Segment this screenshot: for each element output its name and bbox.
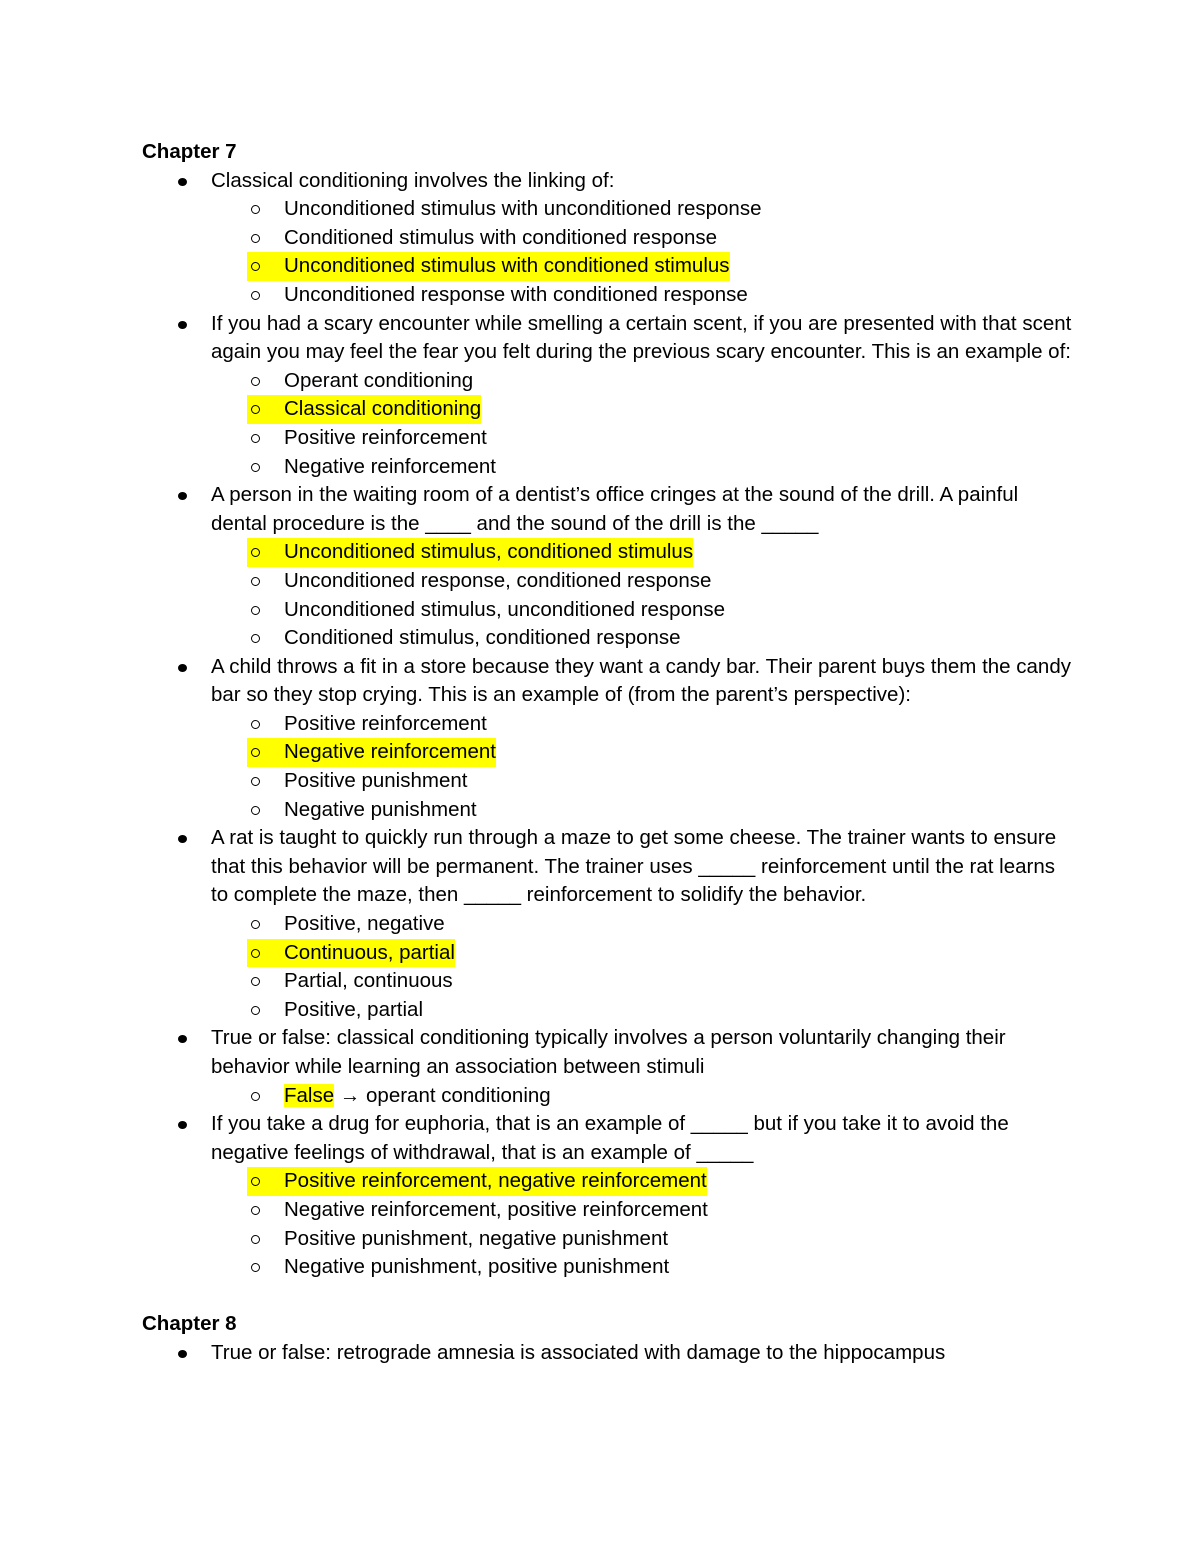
answer-options [211,195,1072,309]
answer-option [142,996,1072,1025]
answer-option [142,367,1072,396]
answer-option [142,767,1072,796]
option-text: Unconditioned stimulus, unconditioned response [284,597,726,621]
answer-option-correct [142,738,1072,767]
bullet-circle-icon [251,434,260,443]
option-text: Positive punishment, negative punishment [284,1226,669,1250]
option-text: Unconditioned stimulus with unconditioned response [284,197,762,221]
answer-options [211,538,1072,652]
chapter-title: Chapter 7 [142,140,237,163]
bullet-circle-icon [251,377,260,386]
option-text: Unconditioned stimulus with conditioned stimulus [284,254,730,278]
answer-option [142,281,1072,310]
bullet-circle-icon [251,234,260,243]
answer-option [142,195,1072,224]
answer-option [142,710,1072,739]
bullet-circle-icon [251,1092,260,1101]
question-text: Classical conditioning involves the linking of: [211,168,615,192]
option-text: Continuous, partial [284,940,455,964]
bullet-circle-icon [251,777,260,786]
option-text: Conditioned stimulus, conditioned response [284,626,681,650]
bullet-circle-icon [251,806,260,815]
option-text: Unconditioned response, conditioned response [284,568,712,592]
option-text: Negative punishment, positive punishment [284,1255,670,1279]
question-item [142,481,1072,653]
bullet-disc-icon [178,835,187,843]
answer-option [142,424,1072,453]
option-text: Negative reinforcement [284,454,496,478]
answer-option-correct [142,1082,1072,1111]
answer-option [142,967,1072,996]
option-text: False [284,1083,335,1107]
option-text: Positive reinforcement [284,425,487,449]
chapter-title: Chapter 8 [142,1312,237,1336]
bullet-disc-icon [178,664,187,672]
bullet-disc-icon [178,1035,187,1043]
option-note: → operant conditioning [334,1083,551,1107]
answer-option [142,1253,1072,1282]
option-text: Positive, partial [284,997,424,1021]
option-text: Operant conditioning [284,368,474,392]
question-text: If you had a scary encounter while smelling a certain scent, if you are presented with that scent again you may feel the fear you felt during the previous scary encounter. This is an example of: [211,311,1072,364]
bullet-circle-icon [251,291,260,300]
answer-option [142,596,1072,625]
answer-option-correct [142,1167,1072,1196]
bullet-circle-icon [251,463,260,472]
answer-option-correct [142,252,1072,281]
document-content [142,138,1072,1368]
question-text: True or false: classical conditioning typically involves a person voluntarily changing their behavior while learning an association between stimuli [211,1026,1006,1078]
answer-options [211,367,1072,481]
bullet-circle-icon [251,1235,260,1244]
bullet-disc-icon [178,492,187,500]
answer-option [142,796,1072,825]
bullet-circle-icon [251,720,260,729]
answer-option [142,624,1072,653]
question-item [142,167,1072,310]
option-text: Partial, continuous [284,969,453,993]
bullet-disc-icon [178,1350,187,1358]
question-list [142,167,1072,1282]
answer-options [211,1082,1072,1111]
question-item [142,1339,1072,1368]
question-item [142,1024,1072,1110]
question-text: A rat is taught to quickly run through a maze to get some cheese. The trainer wants to ensure that this behavior will be permanent. The trainer uses _____ reinforcement until the rat learns to complete the maze, then _____ reinforcement to solidify the behavior. [211,826,1057,907]
bullet-circle-icon [251,205,260,214]
question-text: If you take a drug for euphoria, that is an example of _____ but if you take it to avoid the negative feelings of withdrawal, that is an example of _____ [211,1112,1009,1164]
answer-option-correct [142,939,1072,968]
bullet-disc-icon [178,1121,187,1129]
bullet-circle-icon [251,949,260,958]
question-text: A child throws a fit in a store because they want a candy bar. Their parent buys them the candy bar so they stop crying. This is an example of (from the parent’s perspective): [211,654,1071,707]
question-item [142,824,1072,1024]
question-item [142,653,1072,825]
answer-option [142,453,1072,482]
chapter-spacer [142,1282,1072,1311]
bullet-circle-icon [251,977,260,986]
answer-option [142,1196,1072,1225]
answer-option-correct [142,395,1072,424]
option-text: Positive punishment [284,769,468,793]
option-text: Negative punishment [284,797,477,821]
answer-option [142,567,1072,596]
answer-option [142,910,1072,939]
question-item [142,1110,1072,1282]
bullet-circle-icon [251,1263,260,1272]
question-item [142,310,1072,482]
question-text: True or false: retrograde amnesia is associated with damage to the hippocampus [211,1340,946,1364]
answer-options [211,1167,1072,1281]
bullet-disc-icon [178,178,187,186]
bullet-disc-icon [178,321,187,329]
bullet-circle-icon [251,577,260,586]
question-list [142,1339,1072,1368]
question-text: A person in the waiting room of a dentist’s office cringes at the sound of the drill. A painful dental procedure is the ____ and the sound of the drill is the _____ [211,483,1019,535]
bullet-circle-icon [251,920,260,929]
option-text: Unconditioned response with conditioned response [284,282,748,306]
option-text: Classical conditioning [284,397,482,421]
answer-option-correct [142,538,1072,567]
answer-option [142,1225,1072,1254]
bullet-circle-icon [251,606,260,615]
bullet-circle-icon [251,1006,260,1015]
option-text: Conditioned stimulus with conditioned response [284,225,718,249]
answer-option [142,224,1072,253]
bullet-circle-icon [251,1206,260,1215]
option-text: Positive reinforcement, negative reinforcement [284,1169,707,1193]
answer-options [211,910,1072,1024]
bullet-circle-icon [251,634,260,643]
option-text: Unconditioned stimulus, conditioned stimulus [284,540,694,564]
option-text: Positive, negative [284,912,445,936]
option-text: Negative reinforcement, positive reinforcement [284,1197,708,1221]
option-text: Positive reinforcement [284,711,487,735]
answer-options [211,710,1072,824]
option-text: Negative reinforcement [284,740,496,764]
